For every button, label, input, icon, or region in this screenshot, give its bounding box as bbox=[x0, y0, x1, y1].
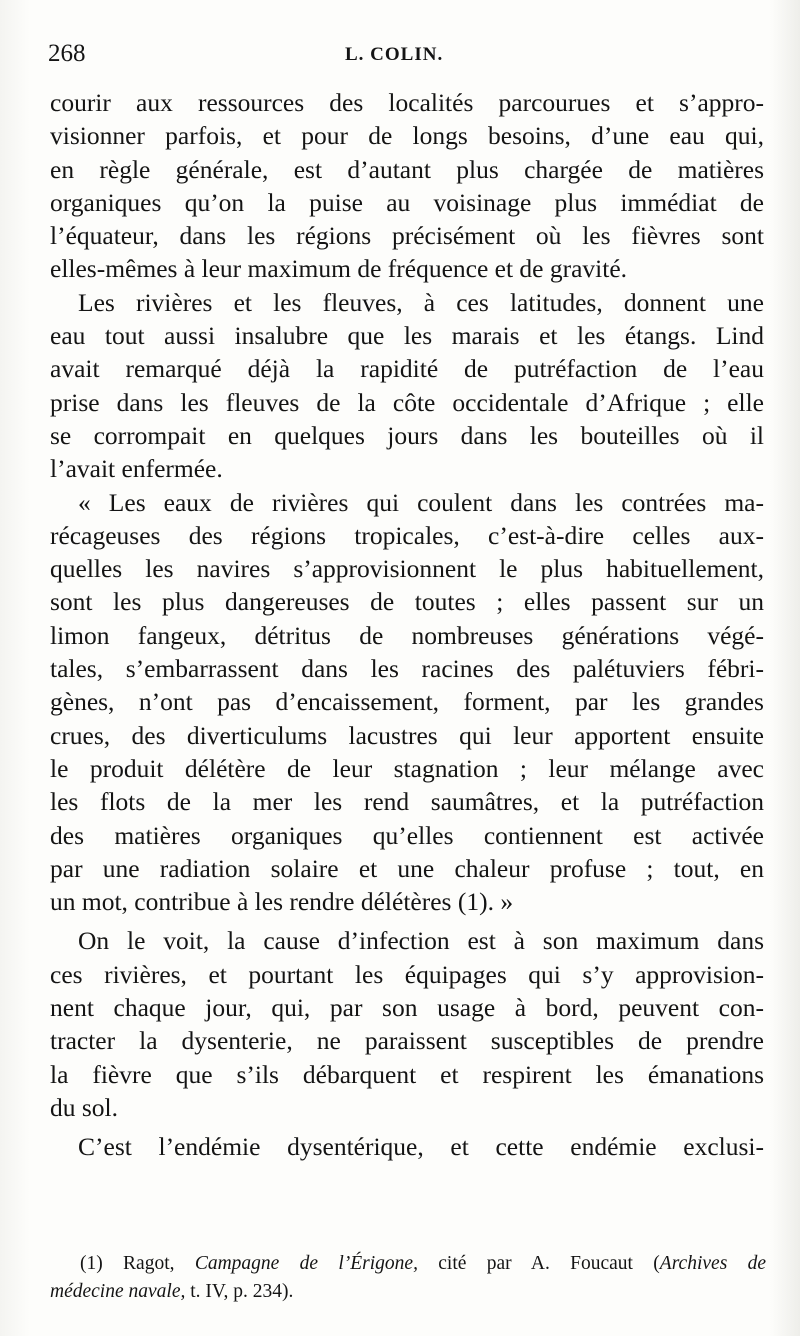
footnote-reference: t. IV, p. 234). bbox=[190, 1281, 294, 1302]
text-line: nent chaque jour, qui, par son usage à bord, peuvent con- bbox=[50, 993, 764, 1023]
footnote-journal-cont: médecine navale, bbox=[50, 1281, 186, 1302]
page-number: 268 bbox=[48, 40, 86, 67]
text-line: avait remarqué déjà la rapidité de putréfaction de l’eau bbox=[50, 354, 764, 384]
text-line: crues, des diverticulums lacustres qui leur apportent ensuite bbox=[50, 720, 764, 750]
footnote-line bbox=[50, 1250, 766, 1278]
text-line: Les rivières et les fleuves, à ces latitudes, donnent une bbox=[78, 287, 764, 317]
text-line: gènes, n’ont pas d’encaissement, forment, par les grandes bbox=[50, 687, 764, 717]
footnote bbox=[50, 1250, 766, 1306]
text-line: ces rivières, et pourtant les équipages qui s’y approvision- bbox=[50, 959, 764, 989]
text-line: eau tout aussi insalubre que les marais et les étangs. Lind bbox=[50, 321, 764, 351]
text-line: un mot, contribue à les rendre délétères (1). » bbox=[50, 887, 514, 917]
text-line: tracter la dysenterie, ne paraissent susceptibles de prendre bbox=[50, 1026, 764, 1056]
text-line: du sol. bbox=[50, 1092, 119, 1122]
text-line: visionner parfois, et pour de longs besoins, d’une eau qui, bbox=[50, 121, 764, 151]
page-header bbox=[48, 40, 768, 76]
text-line: par une radiation solaire et une chaleur profuse ; tout, en bbox=[50, 853, 764, 883]
text-line: C’est l’endémie dysentérique, et cette endémie exclusi- bbox=[78, 1132, 764, 1162]
text-line: quelles les navires s’approvisionnent le plus habituellement, bbox=[50, 554, 764, 584]
text-line: prise dans les fleuves de la côte occidentale d’Afrique ; elle bbox=[50, 387, 764, 417]
text-line: « Les eaux de rivières qui coulent dans les contrées ma- bbox=[78, 487, 764, 517]
text-line: récageuses des régions tropicales, c’est-à-dire celles aux- bbox=[50, 520, 764, 550]
text-line: des matières organiques qu’elles contiennent est activée bbox=[50, 820, 764, 850]
footnote-marker: (1) Ragot, bbox=[80, 1253, 175, 1274]
text-line: limon fangeux, détritus de nombreuses générations végé- bbox=[50, 620, 764, 650]
text-line: l’équateur, dans les régions précisément où les fièvres sont bbox=[50, 221, 764, 251]
text-line: la fièvre que s’ils débarquent et respirent les émanations bbox=[50, 1059, 764, 1089]
text-line: sont les plus dangereuses de toutes ; elles passent sur un bbox=[50, 587, 764, 617]
text-line: les flots de la mer les rend saumâtres, et la putréfaction bbox=[50, 787, 764, 817]
text-line: en règle générale, est d’autant plus chargée de matières bbox=[50, 154, 764, 184]
text-line: tales, s’embarrassent dans les racines des palétuviers fébri- bbox=[50, 654, 764, 684]
text-line: elles-mêmes à leur maximum de fréquence et de gravité. bbox=[50, 254, 628, 284]
text-line: On le voit, la cause d’infection est à son maximum dans bbox=[78, 926, 764, 956]
footnote-cited-by: cité par A. Foucaut ( bbox=[438, 1253, 660, 1274]
text-line: courir aux ressources des localités parcourues et s’appro- bbox=[50, 88, 764, 117]
running-head: L. COLIN. bbox=[345, 44, 444, 65]
text-line: le produit délétère de leur stagnation ; leur mélange avec bbox=[50, 753, 764, 783]
text-line: organiques qu’on la puise au voisinage plus immédiat de bbox=[50, 187, 764, 217]
text-line: l’avait enfermée. bbox=[50, 454, 223, 484]
footnote-work-title: Campagne de l’Érigone, bbox=[194, 1253, 418, 1274]
body-text bbox=[50, 86, 764, 1164]
footnote-journal: Archives de bbox=[659, 1253, 766, 1274]
footnote-line bbox=[50, 1278, 766, 1306]
text-line: se corrompait en quelques jours dans les bouteilles où il bbox=[50, 420, 764, 450]
